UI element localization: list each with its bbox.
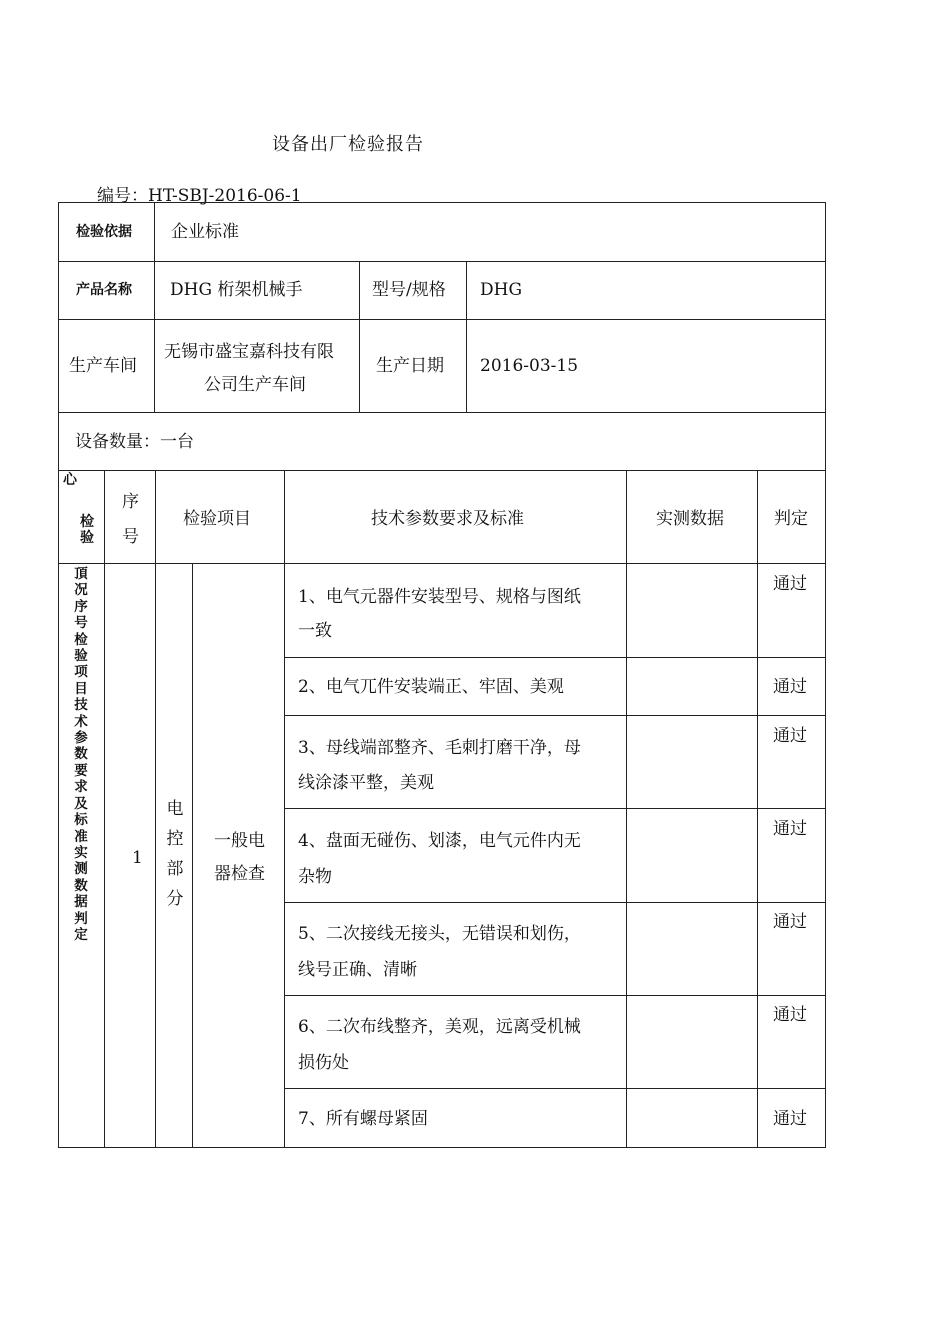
workshop-value-line1: 无锡市盛宝嘉科技有限 — [164, 342, 334, 362]
row-3-standard-line2: 线涂漆平整，美观 — [298, 773, 434, 793]
row-3-standard-line1: 3、母线端部整齐、毛刺打磨干净，母 — [298, 738, 581, 758]
group-seq: 1 — [132, 848, 143, 868]
header-seq-line2: 号 — [122, 527, 139, 547]
row-5-standard-line2: 线号正确、清晰 — [298, 960, 417, 980]
workshop-label: 生产车间 — [69, 356, 137, 376]
row-4-judge: 通过 — [773, 819, 807, 839]
quantity: 设备数量：一台 — [75, 432, 194, 452]
production-date-value: 2016-03-15 — [480, 356, 579, 376]
row-5-judge: 通过 — [773, 912, 807, 932]
row-1-judge: 通过 — [773, 574, 807, 594]
report-title: 设备出厂检验报告 — [272, 134, 424, 155]
row-2-judge: 通过 — [773, 677, 807, 697]
header-corner-line2: 验 — [80, 530, 94, 546]
header-seq-line1: 序 — [122, 492, 139, 512]
header-standard: 技术参数要求及标准 — [371, 509, 524, 529]
row-4-standard-line2: 杂物 — [298, 867, 332, 887]
group-part-char-2: 控 — [166, 829, 184, 849]
row-6-judge: 通过 — [773, 1005, 807, 1025]
row-1-standard-line2: 一致 — [298, 621, 332, 641]
basis-value: 企业标准 — [171, 222, 239, 242]
row-7-standard-line1: 7、所有螺母紧固 — [298, 1109, 428, 1129]
row-3-judge: 通过 — [773, 726, 807, 746]
row-4-standard-line1: 4、盘面无碰伤、划漆，电气元件内无 — [298, 831, 581, 851]
report-number: 编号：HT-SBJ-2016-06-1 — [97, 186, 302, 206]
header-corner-top: 心 — [63, 472, 77, 488]
group-part-char-1: 电 — [166, 799, 184, 819]
side-vertical-text: 頂况序号检验项目技术参数要求及标准实测数据判定 — [74, 566, 88, 943]
header-corner-line1: 检 — [80, 514, 94, 530]
group-part-char-3: 部 — [166, 859, 184, 879]
row-2-standard-line1: 2、电气兀件安装端正、牢固、美观 — [298, 677, 564, 697]
header-judge: 判定 — [774, 509, 808, 529]
group-item-line1: 一般电 — [214, 831, 265, 851]
row-6-standard-line1: 6、二次布线整齐，美观，远离受机械 — [298, 1017, 581, 1037]
product-name-label: 产品名称 — [76, 282, 132, 298]
model-value: DHG — [480, 280, 523, 300]
workshop-value-line2: 公司生产车间 — [204, 375, 306, 395]
header-measured: 实测数据 — [656, 509, 724, 529]
row-6-standard-line2: 损伤处 — [298, 1053, 349, 1073]
model-label: 型号/规格 — [372, 280, 446, 300]
row-5-standard-line1: 5、二次接线无接头，无错误和划伤， — [298, 924, 581, 944]
group-item-line2: 器检查 — [214, 864, 265, 884]
group-part-char-4: 分 — [166, 889, 184, 909]
basis-label: 检验依据 — [76, 224, 132, 240]
header-item: 检验项目 — [183, 509, 251, 529]
row-1-standard-line1: 1、电气元器件安装型号、规格与图纸 — [298, 587, 581, 607]
row-7-judge: 通过 — [773, 1109, 807, 1129]
production-date-label: 生产日期 — [376, 356, 444, 376]
product-name-value: DHG 桁架机械手 — [170, 280, 303, 300]
